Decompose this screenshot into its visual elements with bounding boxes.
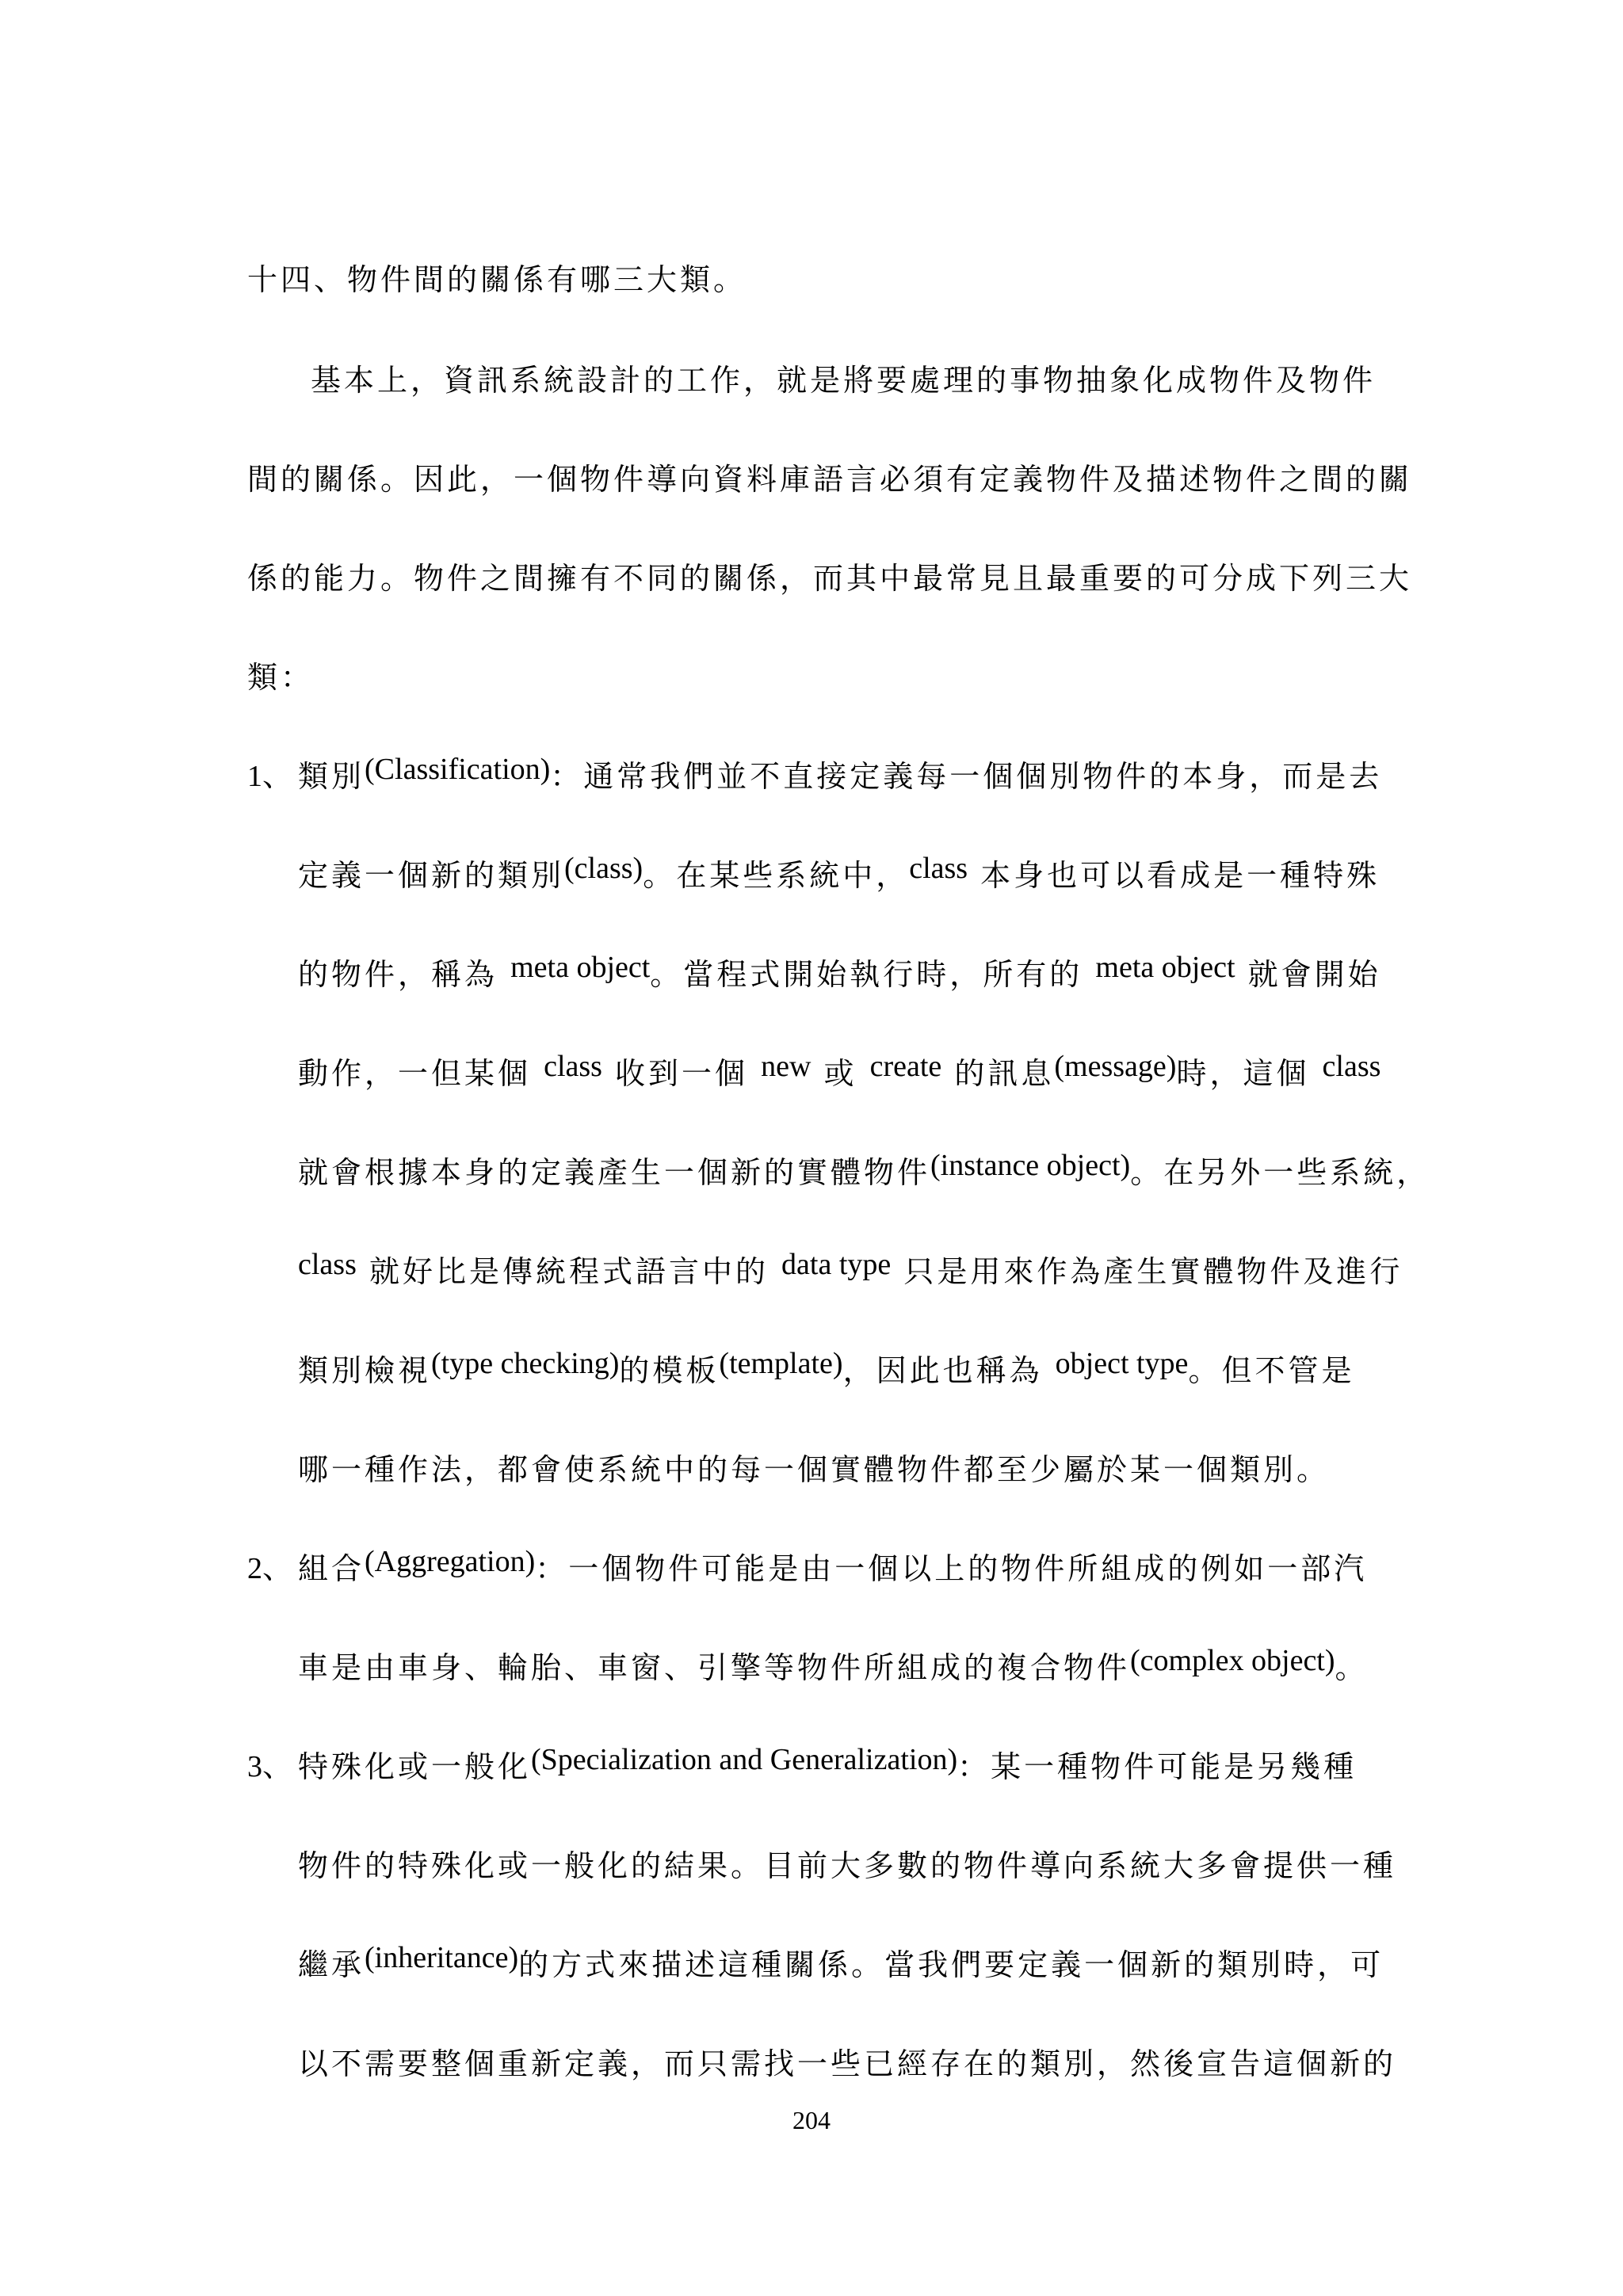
- text-segment: 的方式來描述這種關係。當我們要定義一個新的類別時，可: [518, 1947, 1384, 1982]
- text-segment: 的物件，稱為: [298, 957, 511, 992]
- list-item-line: [298, 1149, 1430, 1193]
- text-segment: 就好比是傳統程式語言中的: [356, 1254, 782, 1289]
- english-term: data type: [781, 1248, 892, 1281]
- english-term: (template): [719, 1347, 843, 1380]
- text-segment: 特殊化或一般化: [298, 1749, 532, 1784]
- list-item-line: [298, 1050, 1381, 1094]
- english-term: class: [1322, 1050, 1381, 1083]
- list-item-line: [298, 1347, 1355, 1391]
- text-segment: 的訊息: [941, 1056, 1055, 1091]
- text-segment: 或: [811, 1056, 870, 1091]
- text-segment: ，因此也稱為: [842, 1353, 1056, 1388]
- list-item-line: [298, 1644, 1369, 1688]
- english-term: object type: [1055, 1347, 1189, 1380]
- text-segment: 組合: [298, 1551, 365, 1586]
- english-term: (instance object): [930, 1149, 1131, 1182]
- intro-line: 係的能力。物件之間擁有不同的關係，而其中最常見且最重要的可分成下列三大: [247, 561, 1413, 596]
- text-segment: 車是由車身、輪胎、車窗、引擎等物件所組成的複合物件: [298, 1650, 1131, 1685]
- list-item-line: [298, 951, 1381, 995]
- text-segment: 。在某些系統中，: [643, 858, 910, 893]
- english-term: meta object: [1095, 951, 1235, 984]
- text-segment: 就會開始: [1235, 957, 1381, 992]
- english-term: (type checking): [431, 1347, 620, 1380]
- english-term: (inheritance): [365, 1941, 519, 1974]
- list-item-line: [298, 1743, 1358, 1787]
- english-term: class: [544, 1050, 602, 1083]
- text-segment: 動作，一但某個: [298, 1056, 544, 1091]
- text-segment: 時，這個: [1176, 1056, 1323, 1091]
- text-segment: 。當程式開始執行時，所有的: [650, 957, 1096, 992]
- english-term: class: [909, 852, 968, 885]
- list-item-line: [298, 1248, 1403, 1292]
- text-segment: 就會根據本身的定義產生一個新的實體物件: [298, 1155, 931, 1190]
- list-item-line: [298, 1941, 1384, 1985]
- text-segment: ：某一種物件可能是另幾種: [957, 1749, 1358, 1784]
- list-item-line: [298, 852, 1381, 896]
- text-segment: 。在另外一些系統，: [1130, 1155, 1430, 1190]
- english-term: (Classification): [365, 753, 551, 786]
- text-segment: 本身也可以看成是一種特殊: [968, 858, 1381, 893]
- text-segment: 只是用來作為產生實體物件及進行: [891, 1254, 1403, 1289]
- list-item-line: [298, 753, 1383, 797]
- list-item-line: [298, 1545, 1368, 1589]
- text-segment: 。但不管是: [1188, 1353, 1355, 1388]
- english-term: (class): [564, 852, 643, 885]
- english-term: meta object: [510, 951, 651, 984]
- text-segment: 以不需要整個重新定義，而只需找一些已經存在的類別，然後宣告這個新的: [298, 2046, 1397, 2081]
- section-heading: 十四、物件間的關係有哪三大類。: [247, 262, 747, 297]
- english-term: create: [869, 1050, 942, 1083]
- intro-line: 間的關係。因此，一個物件導向資料庫語言必須有定義物件及描述物件之間的關: [247, 462, 1413, 497]
- english-term: class: [298, 1248, 357, 1281]
- list-item-number: 2、: [247, 1552, 293, 1585]
- english-term: new: [761, 1050, 812, 1083]
- list-item-line: [298, 1450, 1330, 1489]
- text-segment: 的模板: [619, 1353, 720, 1388]
- text-segment: 定義一個新的類別: [298, 858, 565, 893]
- english-term: (Specialization and Generalization): [531, 1743, 958, 1776]
- intro-line: 類：: [247, 660, 315, 695]
- text-segment: 類別檢視: [298, 1353, 432, 1388]
- text-segment: 繼承: [298, 1947, 365, 1982]
- intro-line: 基本上，資訊系統設計的工作，就是將要處理的事物抽象化成物件及物件: [311, 363, 1377, 398]
- text-segment: 哪一種作法，都會使系統中的每一個實體物件都至少屬於某一個類別。: [298, 1452, 1331, 1487]
- text-segment: 物件的特殊化或一般化的結果。目前大多數的物件導向系統大多會提供一種: [298, 1848, 1397, 1883]
- text-segment: 。: [1335, 1650, 1369, 1685]
- page-number: 204: [792, 2106, 831, 2134]
- list-item-line: [298, 2044, 1396, 2084]
- english-term: (message): [1054, 1050, 1177, 1083]
- list-item-line: [298, 1846, 1396, 1886]
- english-term: (Aggregation): [365, 1545, 536, 1578]
- text-segment: 類別: [298, 759, 365, 794]
- text-segment: ：通常我們並不直接定義每一個個別物件的本身，而是去: [550, 759, 1383, 794]
- english-term: (complex object): [1130, 1644, 1335, 1677]
- text-segment: 收到一個: [601, 1056, 762, 1091]
- list-item-number: 3、: [247, 1750, 293, 1783]
- list-item-number: 1、: [247, 760, 293, 793]
- text-segment: ：一個物件可能是由一個以上的物件所組成的例如一部汽: [535, 1551, 1368, 1586]
